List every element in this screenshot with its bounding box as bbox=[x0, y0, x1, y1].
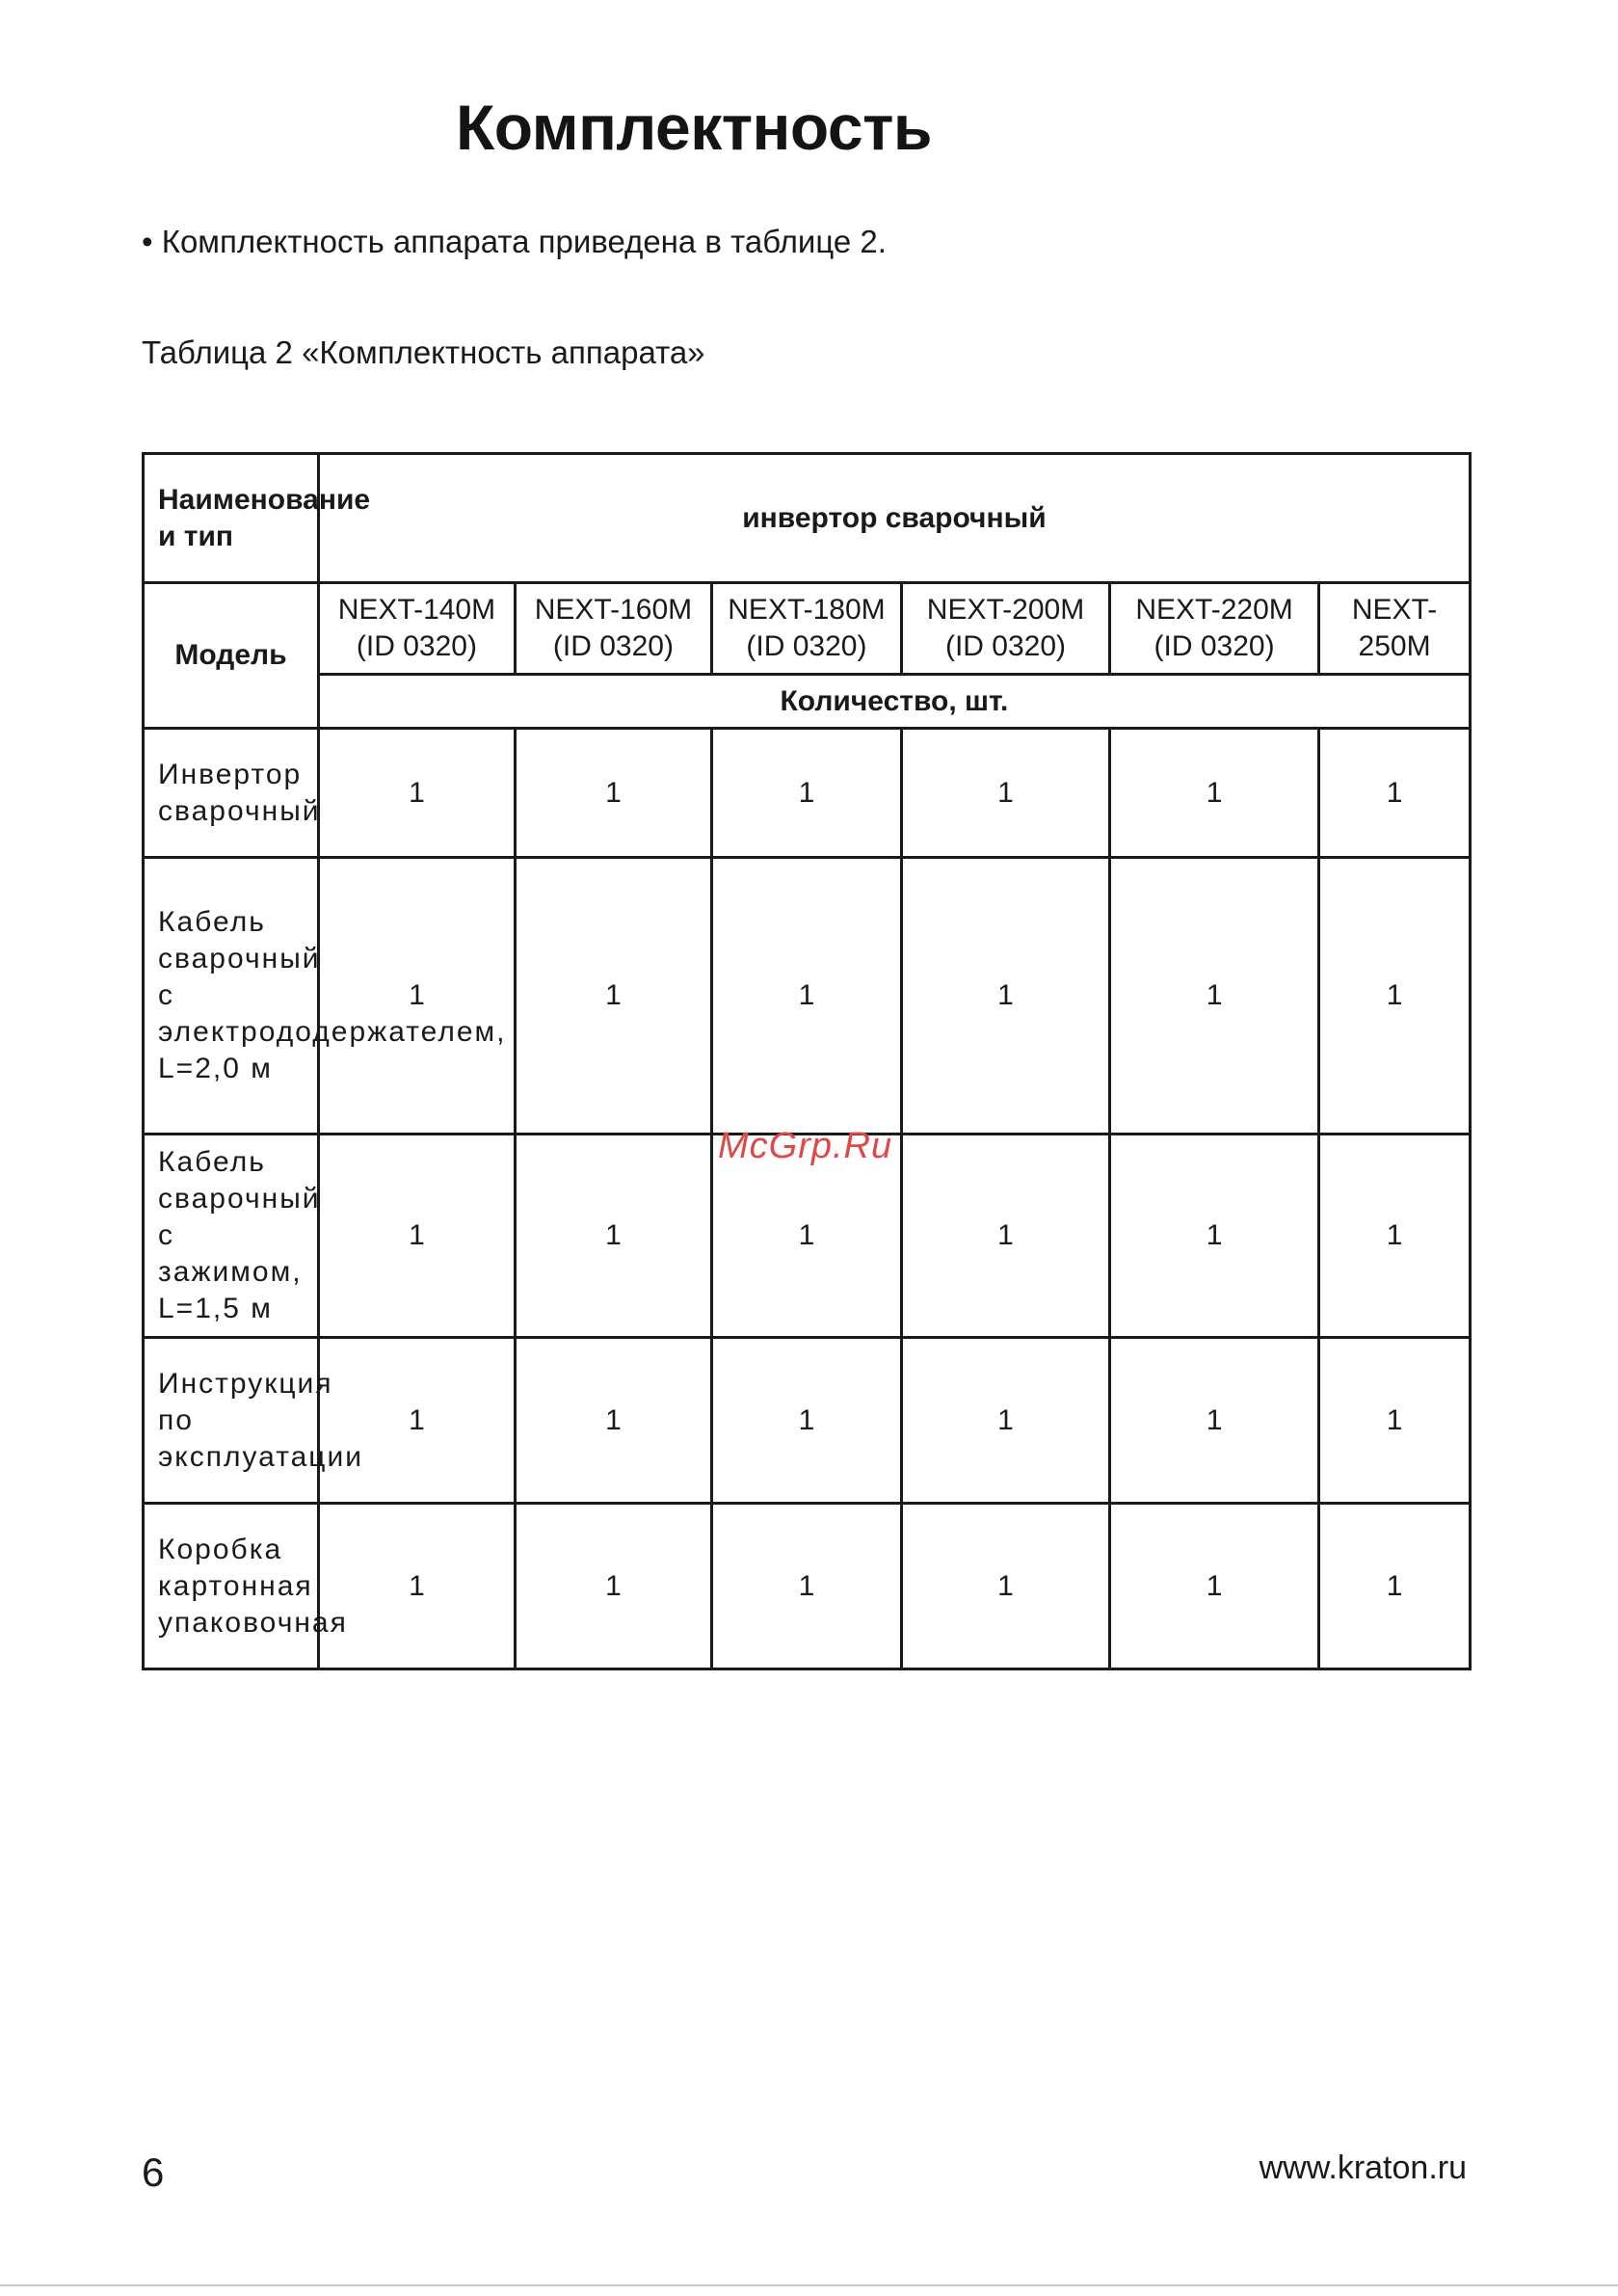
value-cell: 1 bbox=[901, 1338, 1109, 1504]
row-name-cell: Кабель сварочный с зажимом, L=1,5 м bbox=[144, 1135, 319, 1338]
value-cell: 1 bbox=[711, 729, 901, 858]
row-name-cell: Коробка картонная упаковочная bbox=[144, 1504, 319, 1669]
model-cell: NEXT-180M (ID 0320) bbox=[711, 583, 901, 675]
table-row bbox=[144, 1338, 1471, 1504]
value-cell: 1 bbox=[318, 729, 515, 858]
table-row bbox=[144, 858, 1471, 1135]
row-name-cell: Инструкция по эксплуатации bbox=[144, 1338, 319, 1504]
value-cell: 1 bbox=[1319, 1504, 1471, 1669]
row-name-cell: Инвертор сварочный bbox=[144, 729, 319, 858]
model-cell: NEXT-220M (ID 0320) bbox=[1110, 583, 1319, 675]
value-cell: 1 bbox=[318, 1135, 515, 1338]
table-models-row bbox=[144, 583, 1471, 675]
value-cell: 1 bbox=[901, 1504, 1109, 1669]
value-cell: 1 bbox=[515, 1338, 711, 1504]
table-header-row bbox=[144, 454, 1471, 583]
value-cell: 1 bbox=[1110, 1338, 1319, 1504]
value-cell: 1 bbox=[318, 858, 515, 1135]
value-cell: 1 bbox=[1319, 1338, 1471, 1504]
model-cell: NEXT-160M (ID 0320) bbox=[515, 583, 711, 675]
value-cell: 1 bbox=[1110, 1135, 1319, 1338]
value-cell: 1 bbox=[1319, 858, 1471, 1135]
header-name-cell: Наименование и тип bbox=[144, 454, 319, 583]
value-cell: 1 bbox=[1110, 1504, 1319, 1669]
kit-table bbox=[142, 452, 1472, 1670]
value-cell: 1 bbox=[711, 1135, 901, 1338]
intro-text: • Комплектность аппарата приведена в таблице 2. bbox=[142, 224, 887, 259]
website-link[interactable]: www.kraton.ru bbox=[1259, 2149, 1467, 2186]
value-cell: 1 bbox=[901, 729, 1109, 858]
value-cell: 1 bbox=[318, 1338, 515, 1504]
bottom-divider bbox=[0, 2284, 1618, 2286]
value-cell: 1 bbox=[901, 1135, 1109, 1338]
value-cell: 1 bbox=[515, 1504, 711, 1669]
value-cell: 1 bbox=[1110, 729, 1319, 858]
quantity-label-cell: Количество, шт. bbox=[318, 675, 1470, 729]
value-cell: 1 bbox=[711, 858, 901, 1135]
watermark-text: McGrp.Ru bbox=[718, 1126, 893, 1166]
value-cell: 1 bbox=[711, 1504, 901, 1669]
page-number: 6 bbox=[142, 2149, 165, 2195]
table-row bbox=[144, 729, 1471, 858]
model-cell: NEXT-250M bbox=[1319, 583, 1471, 675]
value-cell: 1 bbox=[1319, 729, 1471, 858]
value-cell: 1 bbox=[711, 1338, 901, 1504]
table-caption: Таблица 2 «Комплектность аппарата» bbox=[142, 334, 705, 370]
table-row bbox=[144, 1504, 1471, 1669]
value-cell: 1 bbox=[515, 1135, 711, 1338]
value-cell: 1 bbox=[901, 858, 1109, 1135]
header-device-cell: инвертор сварочный bbox=[318, 454, 1470, 583]
model-cell: NEXT-140M (ID 0320) bbox=[318, 583, 515, 675]
value-cell: 1 bbox=[515, 729, 711, 858]
model-cell: NEXT-200M (ID 0320) bbox=[901, 583, 1109, 675]
model-label-cell: Модель bbox=[144, 583, 319, 729]
value-cell: 1 bbox=[318, 1504, 515, 1669]
page-title: Комплектность bbox=[456, 92, 932, 163]
table-quantity-row bbox=[144, 675, 1471, 729]
value-cell: 1 bbox=[515, 858, 711, 1135]
value-cell: 1 bbox=[1319, 1135, 1471, 1338]
row-name-cell: Кабель сварочный с электрододержателем, L=2,0 м bbox=[144, 858, 319, 1135]
value-cell: 1 bbox=[1110, 858, 1319, 1135]
